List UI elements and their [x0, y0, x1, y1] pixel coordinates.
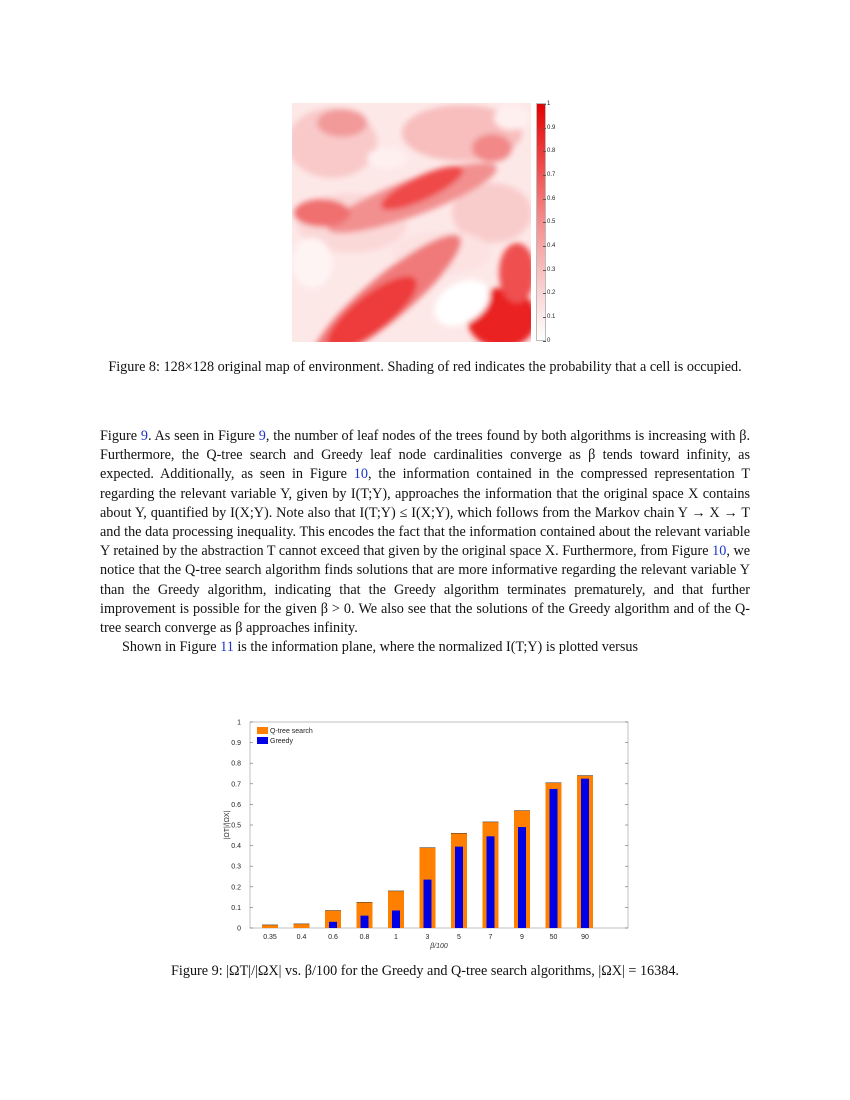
text-span: is the information plane, where the normalized I(T;Y) is plotted versus: [233, 639, 639, 656]
bar-qtree-search: [294, 924, 310, 928]
bar-chart-svg: [220, 712, 640, 952]
figure-11-link[interactable]: 11: [220, 639, 234, 656]
colorbar-tick: 0.3: [547, 267, 556, 273]
colorbar-tick: 0.2: [547, 290, 556, 296]
body-text: [100, 427, 750, 657]
legend-swatch: [257, 737, 268, 744]
y-tick-label: 0: [237, 925, 241, 933]
bar-greedy: [487, 836, 495, 928]
legend-label: Q-tree search: [270, 728, 313, 735]
colorbar-tick: 0.9: [547, 125, 556, 131]
colorbar-tick: 1: [547, 101, 551, 107]
y-tick-label: 0.2: [231, 884, 241, 892]
legend-label: Greedy: [270, 738, 293, 745]
colorbar-tick: 0.5: [547, 219, 556, 225]
x-tick-label: 50: [549, 934, 558, 941]
x-tick-label: 9: [520, 934, 524, 941]
plot-frame: [250, 722, 628, 928]
x-tick-label: 5: [457, 934, 461, 941]
y-tick-label: 0.6: [231, 801, 241, 809]
text-span: , we notice that the Q-tree search algorithm finds solutions that are more informative regarding the relevant variable Y than the Greedy algorithm, indicating that the Greedy algorithm terminates prematurely, and that further improvement is possible for the given β > 0. We also see that the solutions of the Greedy algorithm and of the Q-tree search converge as β approaches infinity.: [100, 543, 751, 637]
colorbar-tick: 0.7: [547, 172, 556, 178]
y-tick-label: 0.5: [231, 822, 241, 830]
colorbar-tick: 0.6: [547, 196, 556, 202]
y-tick-label: 0.1: [231, 904, 241, 912]
x-tick-label: 0.35: [263, 934, 277, 941]
text-span: , the number of leaf nodes of the trees found by both algorithms is increasing with β. Furthermore, the Q-tree search and Greedy leaf node cardinalities converge as β tends toward infinity, as expected. Additionally, as seen in Figure: [100, 428, 751, 483]
figure-10-link[interactable]: 10: [712, 543, 727, 560]
y-tick-label: 0.4: [231, 843, 241, 851]
figure-9-chart: [220, 712, 640, 952]
paragraph-1: [100, 427, 750, 638]
y-tick-label: 0.3: [231, 863, 241, 871]
bar-greedy: [455, 847, 463, 928]
x-tick-label: 0.8: [359, 934, 370, 941]
x-tick-label: 1: [394, 934, 398, 941]
x-tick-label: 7: [488, 934, 493, 941]
figure-10-link[interactable]: 10: [353, 466, 368, 483]
y-tick-label: 0.8: [231, 760, 241, 768]
text-span: Shown in Figure: [122, 639, 221, 656]
bar-greedy: [581, 779, 589, 928]
figure-9-caption: Figure 9: |ΩT|/|ΩX| vs. β/100 for the Greedy and Q-tree search algorithms, |ΩX| = 16384.: [171, 963, 679, 979]
heatmap-svg: [292, 103, 531, 342]
occupancy-heatmap: [292, 103, 531, 342]
legend-swatch: [257, 727, 268, 734]
paragraph-2: [100, 638, 750, 657]
text-span: Figure: [100, 428, 141, 444]
y-tick-label: 1: [237, 719, 241, 727]
bar-greedy: [424, 880, 432, 928]
colorbar-tick: 0.1: [547, 314, 556, 320]
y-tick-label: 0.9: [231, 740, 241, 748]
colorbar-tick: 0: [547, 338, 551, 344]
text-span: , the information contained in the compressed representation T regarding the relevant variable Y, given by I(T;Y), approaches the information that the original space X contains about Y, quantified by I(X;Y). Note also that I(T;Y) ≤ I(X;Y), which follows from the Markov chain Y → X → T and the data processing inequality. This encodes the fact that the information contained about the relevant variable Y retained by the abstraction T cannot exceed that given by the original space X. Furthermore, from Figure: [100, 466, 751, 560]
x-tick-label: 0.6: [328, 934, 338, 941]
x-tick-label: 0.4: [296, 934, 307, 941]
figure-9-link[interactable]: 9: [258, 428, 266, 444]
figure-9-link[interactable]: 9: [140, 428, 148, 444]
figure-8-caption: Figure 8: 128×128 original map of environment. Shading of red indicates the probability that a cell is occupied.: [108, 359, 742, 375]
colorbar-tick: 0.4: [547, 243, 556, 249]
bar-greedy: [550, 789, 558, 928]
colorbar-tick: 0.8: [547, 148, 556, 154]
text-span: . As seen in Figure: [147, 428, 259, 444]
bar-qtree-search: [262, 925, 278, 928]
bar-greedy: [329, 922, 337, 928]
bar-greedy: [392, 910, 400, 928]
x-axis-label: β/100: [430, 943, 448, 950]
y-axis-label: |ΩT|/|ΩX|: [224, 810, 231, 840]
bar-greedy: [361, 916, 369, 928]
y-tick-label: 0.7: [231, 781, 241, 789]
x-tick-label: 3: [425, 934, 430, 941]
bar-greedy: [518, 827, 526, 928]
x-tick-label: 90: [581, 934, 589, 941]
